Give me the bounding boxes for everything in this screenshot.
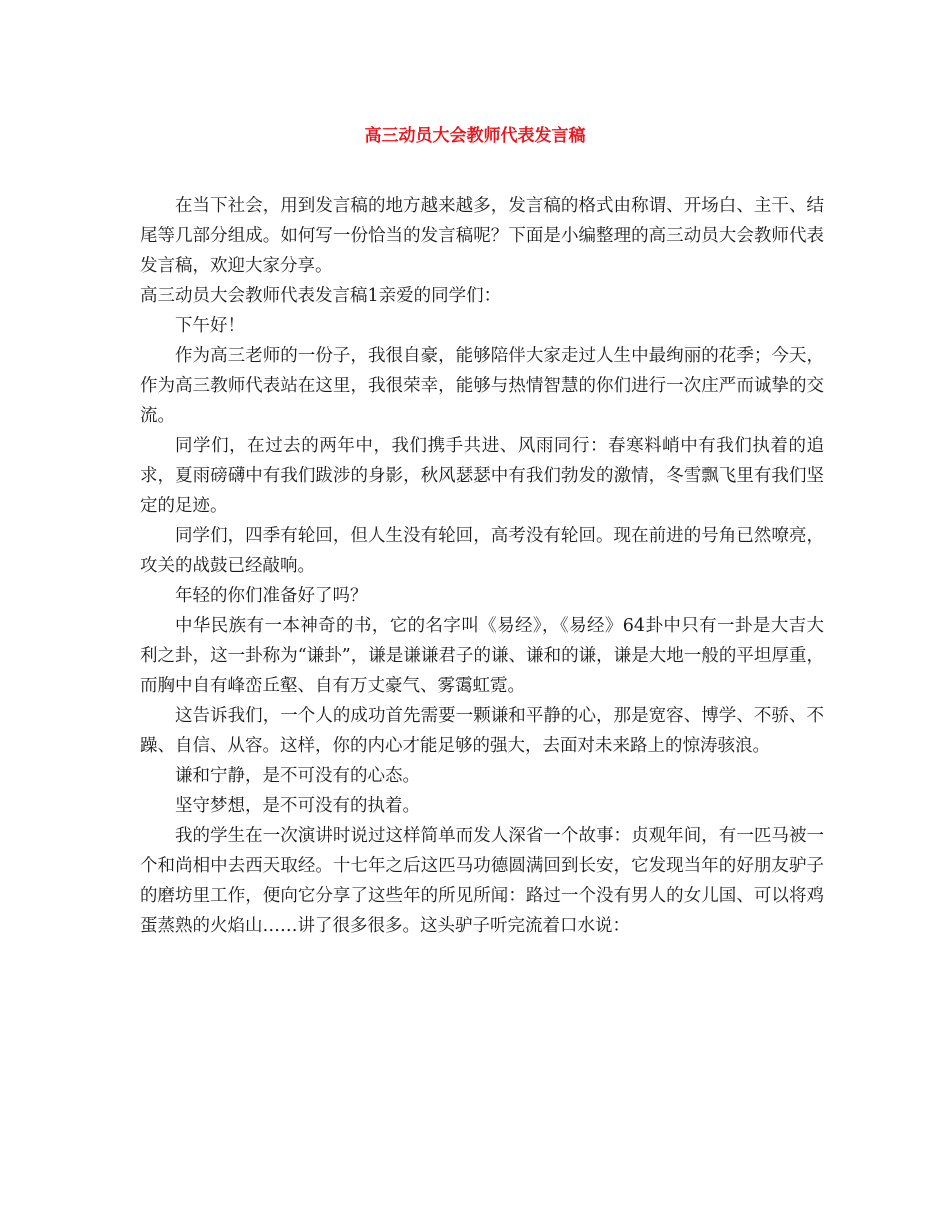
document-title: 高三动员大会教师代表发言稿 (364, 126, 586, 146)
paragraph: 在当下社会，用到发言稿的地方越来越多，发言稿的格式由称谓、开场白、主干、结尾等几部分组成。如何写一份恰当的发言稿呢？下面是小编整理的高三动员大会教师代表发言稿，欢迎大家分享。 (140, 196, 824, 276)
paragraph: 下午好！ (175, 316, 245, 336)
paragraph: 坚守梦想，是不可没有的执着。 (175, 796, 420, 816)
paragraph: 年轻的你们准备好了吗？ (175, 586, 368, 606)
document-body (140, 191, 824, 941)
paragraph: 这告诉我们，一个人的成功首先需要一颗谦和平静的心，那是宽容、博学、不骄、不躁、自信、从容。这样，你的内心才能足够的强大，去面对未来路上的惊涛骇浪。 (140, 706, 824, 756)
paragraph: 中华民族有一本神奇的书，它的名字叫《易经》，《易经》64卦中只有一卦是大吉大利之卦，这一卦称为“谦卦”，谦是谦谦君子的谦、谦和的谦，谦是大地一般的平坦厚重，而胸中自有峰峦丘壑、自有万丈豪气、雾霭虹霓。 (140, 616, 824, 696)
paragraph: 我的学生在一次演讲时说过这样简单而发人深省一个故事：贞观年间，有一匹马被一个和尚相中去西天取经。十七年之后这匹马功德圆满回到长安，它发现当年的好朋友驴子的磨坊里工作，便向它分享了这些年的所见所闻：路过一个没有男人的女儿国、可以将鸡蛋蒸熟的火焰山……讲了很多很多。这头驴子听完流着口水说： (140, 826, 824, 936)
paragraph: 同学们，四季有轮回，但人生没有轮回，高考没有轮回。现在前进的号角已然嘹亮，攻关的战鼓已经敲响。 (140, 526, 824, 576)
paragraph: 谦和宁静，是不可没有的心态。 (175, 766, 420, 786)
paragraph: 高三动员大会教师代表发言稿1亲爱的同学们： (140, 286, 502, 306)
paragraph: 同学们，在过去的两年中，我们携手共进、风雨同行：春寒料峭中有我们执着的追求，夏雨磅礴中有我们跋涉的身影，秋风瑟瑟中有我们勃发的激情，冬雪飘飞里有我们坚定的足迹。 (140, 436, 824, 516)
paragraph: 作为高三老师的一份子，我很自豪，能够陪伴大家走过人生中最绚丽的花季；今天，作为高三教师代表站在这里，我很荣幸，能够与热情智慧的你们进行一次庄严而诚挚的交流。 (140, 346, 824, 426)
